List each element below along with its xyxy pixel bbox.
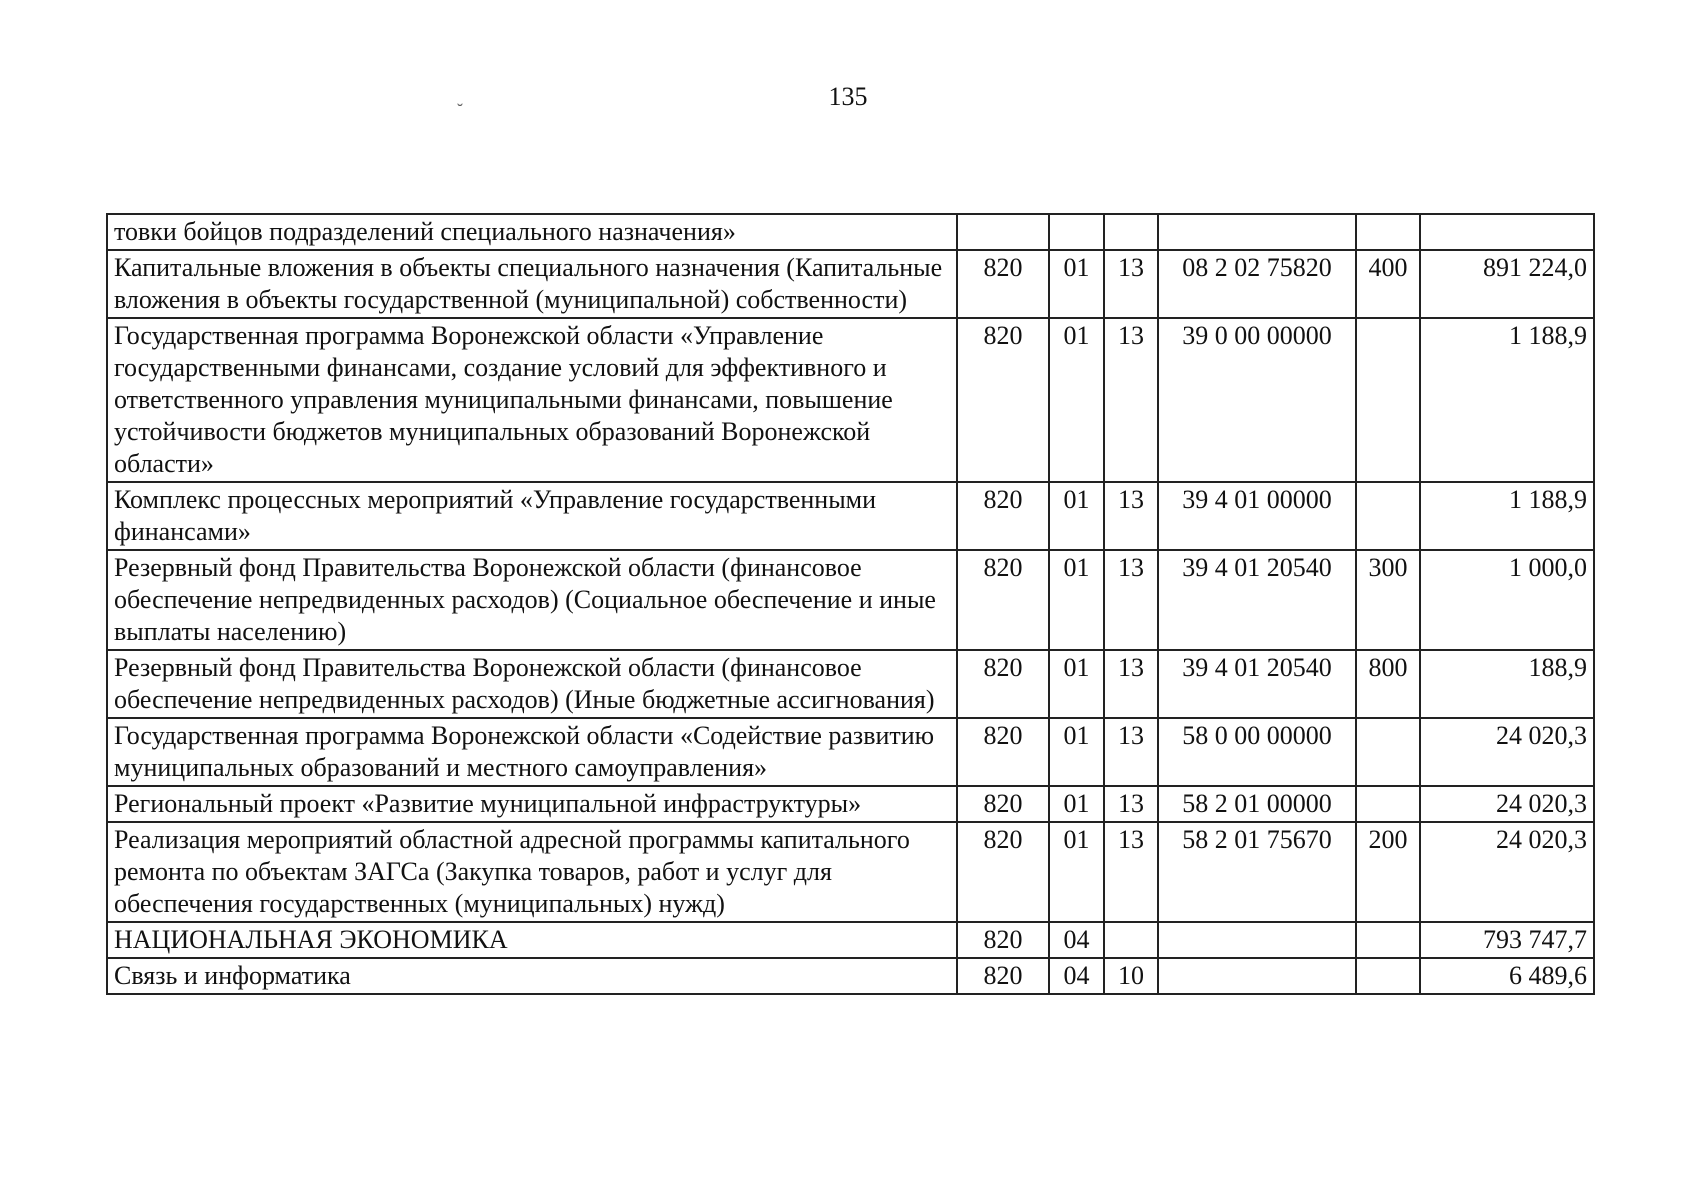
row-rz-cell: 01 — [1049, 786, 1104, 822]
row-csr-cell: 58 2 01 75670 — [1158, 822, 1356, 922]
table-row — [107, 786, 1594, 822]
row-gr-cell: 820 — [957, 650, 1049, 718]
table-row — [107, 822, 1594, 922]
scan-mark: ˘ — [457, 100, 463, 120]
row-pr-cell: 13 — [1104, 550, 1158, 650]
row-gr-cell: 820 — [957, 822, 1049, 922]
row-amount-cell: 891 224,0 — [1420, 250, 1594, 318]
row-gr-cell: 820 — [957, 718, 1049, 786]
row-csr-cell — [1158, 214, 1356, 250]
row-csr-cell: 39 4 01 00000 — [1158, 482, 1356, 550]
table-row — [107, 482, 1594, 550]
row-name-cell: Региональный проект «Развитие муниципальной инфраструктуры» — [107, 786, 957, 822]
row-amount-cell: 1 000,0 — [1420, 550, 1594, 650]
row-rz-cell: 01 — [1049, 550, 1104, 650]
table-row — [107, 718, 1594, 786]
row-amount-cell: 6 489,6 — [1420, 958, 1594, 994]
budget-table — [106, 213, 1595, 995]
row-gr-cell: 820 — [957, 958, 1049, 994]
row-pr-cell: 13 — [1104, 650, 1158, 718]
row-gr-cell: 820 — [957, 786, 1049, 822]
table-row — [107, 922, 1594, 958]
row-pr-cell: 13 — [1104, 718, 1158, 786]
row-amount-cell: 24 020,3 — [1420, 786, 1594, 822]
row-rz-cell: 01 — [1049, 318, 1104, 482]
row-csr-cell — [1158, 958, 1356, 994]
row-vr-cell — [1356, 718, 1420, 786]
row-amount-cell: 188,9 — [1420, 650, 1594, 718]
table-row — [107, 958, 1594, 994]
row-pr-cell: 13 — [1104, 482, 1158, 550]
row-name-cell: Резервный фонд Правительства Воронежской области (финансовое обеспечение непредвиденных расходов) (Иные бюджетные ассигнования) — [107, 650, 957, 718]
row-rz-cell: 04 — [1049, 958, 1104, 994]
row-name-cell: Резервный фонд Правительства Воронежской области (финансовое обеспечение непредвиденных расходов) (Социальное обеспечение и иные выплаты населению) — [107, 550, 957, 650]
row-amount-cell: 793 747,7 — [1420, 922, 1594, 958]
row-vr-cell — [1356, 786, 1420, 822]
row-amount-cell: 24 020,3 — [1420, 822, 1594, 922]
row-name-cell: Связь и информатика — [107, 958, 957, 994]
row-gr-cell — [957, 214, 1049, 250]
row-pr-cell — [1104, 214, 1158, 250]
row-name-cell: Государственная программа Воронежской области «Управление государственными финансами, создание условий для эффективного и ответственного управления муниципальными финансами, повышение устойчивости бюджетов муниципальных образований Воронежской области» — [107, 318, 957, 482]
row-pr-cell: 13 — [1104, 250, 1158, 318]
table-row — [107, 250, 1594, 318]
row-vr-cell: 200 — [1356, 822, 1420, 922]
row-amount-cell: 1 188,9 — [1420, 318, 1594, 482]
table-row — [107, 214, 1594, 250]
row-gr-cell: 820 — [957, 318, 1049, 482]
table-row — [107, 550, 1594, 650]
row-name-cell: Государственная программа Воронежской области «Содействие развитию муниципальных образований и местного самоуправления» — [107, 718, 957, 786]
row-rz-cell: 04 — [1049, 922, 1104, 958]
row-vr-cell — [1356, 922, 1420, 958]
row-vr-cell — [1356, 318, 1420, 482]
row-gr-cell: 820 — [957, 922, 1049, 958]
row-gr-cell: 820 — [957, 482, 1049, 550]
row-name-cell: Реализация мероприятий областной адресной программы капитального ремонта по объектам ЗАГСа (Закупка товаров, работ и услуг для обеспечения государственных (муниципальных) нужд) — [107, 822, 957, 922]
row-vr-cell — [1356, 214, 1420, 250]
row-rz-cell: 01 — [1049, 482, 1104, 550]
row-amount-cell: 24 020,3 — [1420, 718, 1594, 786]
row-csr-cell: 39 4 01 20540 — [1158, 650, 1356, 718]
row-rz-cell: 01 — [1049, 650, 1104, 718]
row-pr-cell: 13 — [1104, 822, 1158, 922]
row-csr-cell: 39 0 00 00000 — [1158, 318, 1356, 482]
row-csr-cell: 58 2 01 00000 — [1158, 786, 1356, 822]
row-csr-cell: 58 0 00 00000 — [1158, 718, 1356, 786]
row-csr-cell — [1158, 922, 1356, 958]
page-number: 135 — [828, 82, 868, 111]
table-row — [107, 650, 1594, 718]
row-vr-cell: 300 — [1356, 550, 1420, 650]
row-rz-cell — [1049, 214, 1104, 250]
row-rz-cell: 01 — [1049, 250, 1104, 318]
row-name-cell: Капитальные вложения в объекты специального назначения (Капитальные вложения в объекты государственной (муниципальной) собственности) — [107, 250, 957, 318]
row-rz-cell: 01 — [1049, 718, 1104, 786]
row-csr-cell: 08 2 02 75820 — [1158, 250, 1356, 318]
table-row — [107, 318, 1594, 482]
row-amount-cell: 1 188,9 — [1420, 482, 1594, 550]
row-name-cell: НАЦИОНАЛЬНАЯ ЭКОНОМИКА — [107, 922, 957, 958]
row-vr-cell — [1356, 958, 1420, 994]
row-csr-cell: 39 4 01 20540 — [1158, 550, 1356, 650]
row-rz-cell: 01 — [1049, 822, 1104, 922]
row-name-cell: Комплекс процессных мероприятий «Управление государственными финансами» — [107, 482, 957, 550]
row-pr-cell — [1104, 922, 1158, 958]
row-vr-cell: 800 — [1356, 650, 1420, 718]
row-pr-cell: 13 — [1104, 318, 1158, 482]
row-pr-cell: 10 — [1104, 958, 1158, 994]
budget-table-body — [107, 214, 1594, 994]
row-vr-cell: 400 — [1356, 250, 1420, 318]
row-gr-cell: 820 — [957, 550, 1049, 650]
row-name-cell: товки бойцов подразделений специального назначения» — [107, 214, 957, 250]
row-vr-cell — [1356, 482, 1420, 550]
row-pr-cell: 13 — [1104, 786, 1158, 822]
row-amount-cell — [1420, 214, 1594, 250]
row-gr-cell: 820 — [957, 250, 1049, 318]
